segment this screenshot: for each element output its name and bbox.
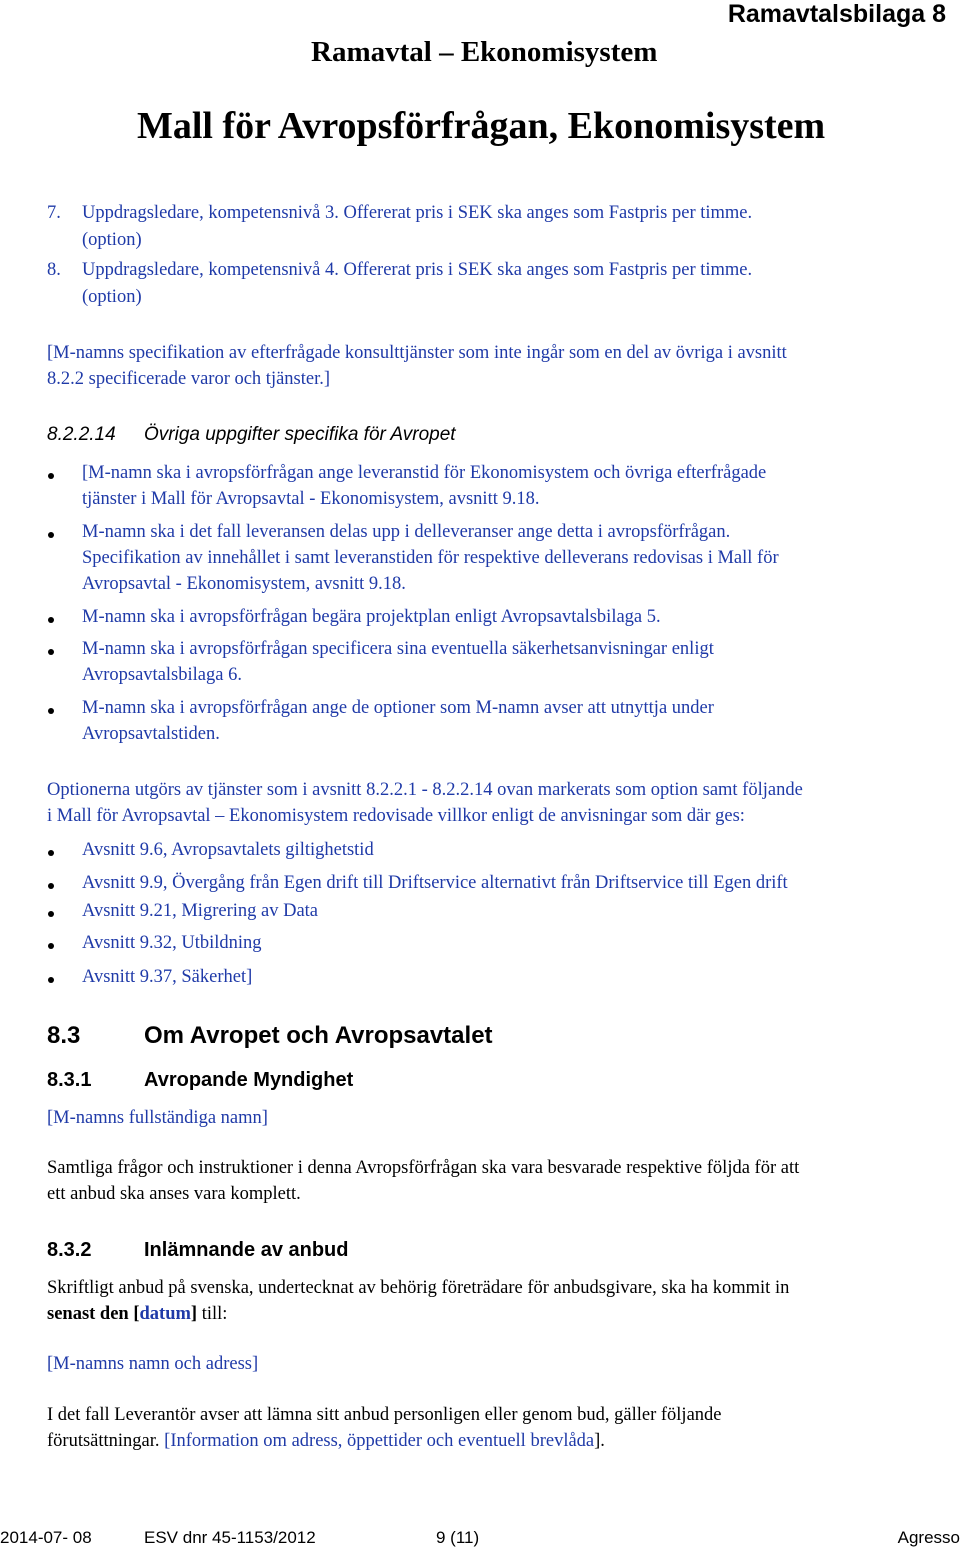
footer-company: Agresso [897, 1528, 960, 1547]
deadline-prefix: senast den [ [47, 1304, 140, 1324]
bullet-icon [48, 911, 54, 917]
bullet-icon [48, 473, 54, 479]
section-8-3-1-title: Avropande Myndighet [144, 1069, 354, 1091]
document-title: Mall för Avropsförfrågan, Ekonomisystem [137, 105, 826, 147]
specification-note-line2: 8.2.2 specificerade varor och tjänster.] [47, 369, 331, 389]
deadline-line [47, 1304, 227, 1325]
section-8-3-number: 8.3 [47, 1022, 81, 1049]
footer-date: 2014-07- 08 [0, 1528, 92, 1547]
bullet-icon [48, 649, 54, 655]
list-item: M-namn ska i det fall leveransen delas upp i delleveranser ange detta i avropsförfrågan. [82, 522, 731, 542]
delivery-prefix: förutsättningar. [47, 1431, 165, 1451]
list-item: Avsnitt 9.6, Avropsavtalets giltighetstid [82, 840, 374, 860]
delivery-paragraph-line1: I det fall Leverantör avser att lämna sitt anbud personligen eller genom bud, gäller följande [47, 1405, 722, 1425]
bullet-icon [48, 883, 54, 889]
deadline-tail: till: [197, 1304, 228, 1324]
section-8-3-1-number: 8.3.1 [47, 1069, 92, 1091]
bullet-icon [48, 850, 54, 856]
section-8-2-2-14-title: Övriga uppgifter specifika för Avropet [144, 424, 456, 445]
submission-paragraph-line1: Skriftligt anbud på svenska, undertecknat av behörig företrädare för anbudsgivare, ska ha kommit in [47, 1278, 790, 1298]
footer-page-number: 9 (11) [436, 1528, 480, 1547]
completeness-paragraph-line1: Samtliga frågor och instruktioner i denna Avropsförfrågan ska vara besvarade respektive följda för att [47, 1158, 800, 1178]
list-item: Avsnitt 9.37, Säkerhet] [82, 967, 253, 987]
deadline-suffix: ] [190, 1304, 198, 1324]
delivery-paragraph-line2 [47, 1431, 605, 1452]
list-item-cont: Avropsavtalsbilaga 6. [82, 665, 242, 685]
address-placeholder: [M-namns namn och adress] [47, 1354, 259, 1374]
bullet-icon [48, 617, 54, 623]
annex-label: Ramavtalsbilaga 8 [727, 0, 946, 28]
list-item-cont: Specifikation av innehållet i samt leveranstiden för respektive delleverans redovisas i Mall för [82, 548, 779, 568]
agreement-title: Ramavtal – Ekonomisystem [311, 36, 658, 68]
list-item: [M-namn ska i avropsförfrågan ange leveranstid för Ekonomisystem och övriga efterfrågade [82, 463, 767, 483]
deadline-date-field: datum [139, 1304, 191, 1324]
specification-note-line1: [M-namns specifikation av efterfrågade konsulttjänster som inte ingår som en del av övriga i avsnitt [47, 343, 787, 363]
bullet-icon [48, 532, 54, 538]
list-item-cont: Avropsavtalstiden. [82, 724, 220, 744]
item-8-option: (option) [82, 287, 142, 307]
section-8-3-2-number: 8.3.2 [47, 1239, 92, 1261]
options-paragraph-line2: i Mall för Avropsavtal – Ekonomisystem redovisade villkor enligt de anvisningar som där ges: [47, 806, 745, 826]
delivery-suffix: ]. [594, 1431, 605, 1451]
list-item: M-namn ska i avropsförfrågan ange de optioner som M-namn avser att utnyttja under [82, 698, 714, 718]
list-item: Avsnitt 9.21, Migrering av Data [82, 901, 319, 921]
item-8-text: Uppdragsledare, kompetensnivå 4. Offererat pris i SEK ska anges som Fastpris per timme. [82, 260, 753, 280]
footer-reference: ESV dnr 45-1153/2012 [144, 1528, 316, 1547]
bullet-icon [48, 708, 54, 714]
completeness-paragraph-line2: ett anbud ska anses vara komplett. [47, 1184, 301, 1204]
bullet-icon [48, 977, 54, 983]
list-item: M-namn ska i avropsförfrågan specificera sina eventuella säkerhetsanvisningar enligt [82, 639, 714, 659]
item-8-number: 8. [47, 260, 61, 280]
bullet-icon [48, 943, 54, 949]
section-8-3-2-title: Inlämnande av anbud [144, 1239, 349, 1261]
list-item: M-namn ska i avropsförfrågan begära projektplan enligt Avropsavtalsbilaga 5. [82, 607, 661, 627]
item-7-text: Uppdragsledare, kompetensnivå 3. Offererat pris i SEK ska anges som Fastpris per timme. [82, 203, 753, 223]
section-8-2-2-14-number: 8.2.2.14 [47, 424, 116, 445]
item-7-number: 7. [47, 203, 61, 223]
authority-name-placeholder: [M-namns fullständiga namn] [47, 1108, 268, 1128]
list-item-cont: tjänster i Mall för Avropsavtal - Ekonomisystem, avsnitt 9.18. [82, 489, 540, 509]
list-item-cont: Avropsavtal - Ekonomisystem, avsnitt 9.18. [82, 574, 406, 594]
options-paragraph-line1: Optionerna utgörs av tjänster som i avsnitt 8.2.2.1 - 8.2.2.14 ovan markerats som option samt följande [47, 780, 803, 800]
list-item: Avsnitt 9.9, Övergång från Egen drift till Driftservice alternativt från Driftservice till Egen drift [82, 873, 788, 893]
list-item: Avsnitt 9.32, Utbildning [82, 933, 262, 953]
section-8-3-title: Om Avropet och Avropsavtalet [144, 1022, 493, 1049]
address-info-placeholder: [Information om adress, öppettider och eventuell brevlåda [164, 1431, 595, 1451]
item-7-option: (option) [82, 230, 142, 250]
